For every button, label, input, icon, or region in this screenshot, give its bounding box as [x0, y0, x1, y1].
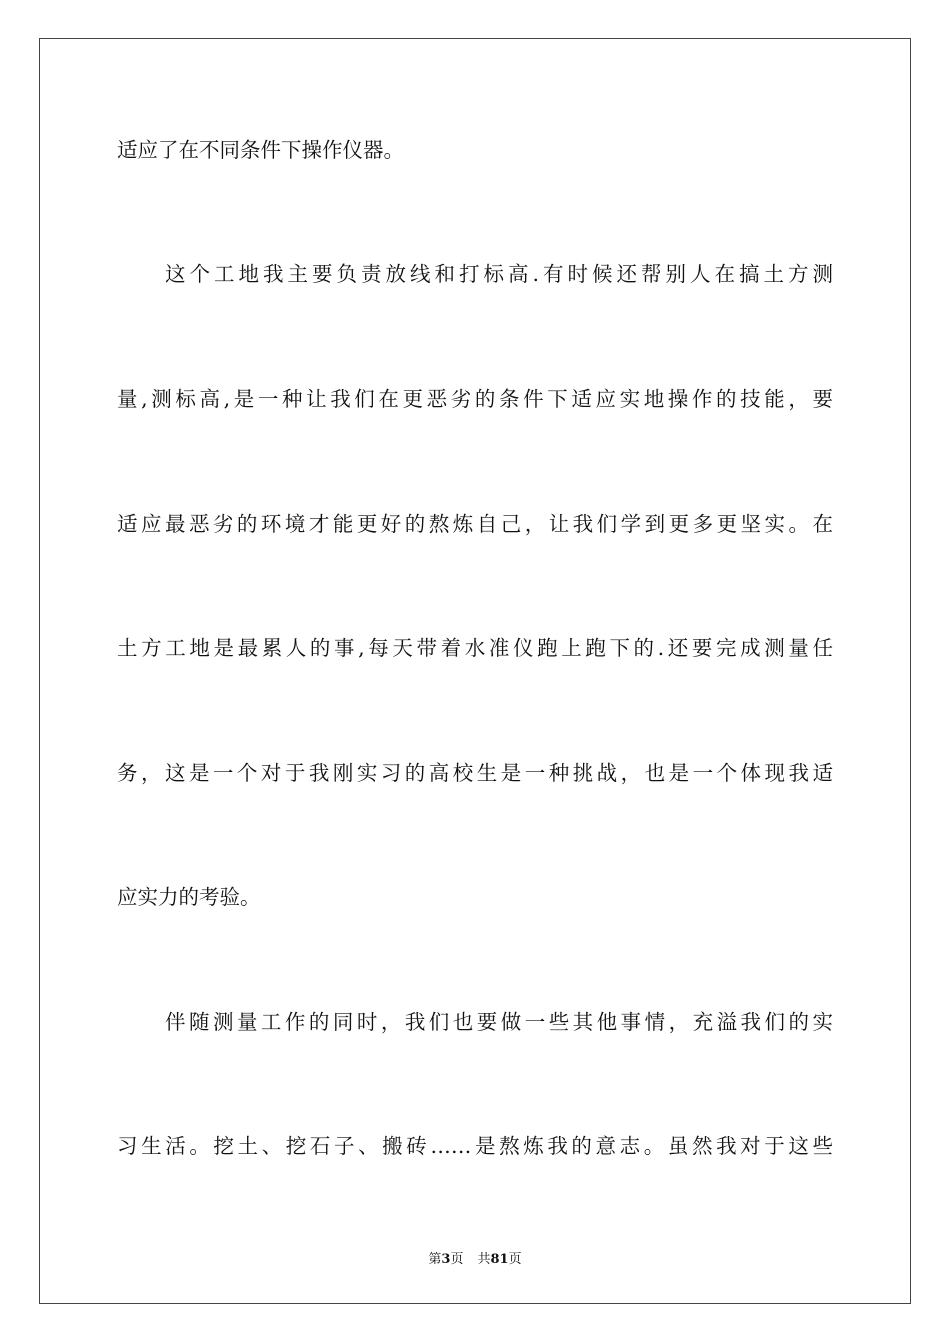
- text-line-3: 量,测标高,是一种让我们在更恶劣的条件下适应实地操作的技能，要: [117, 387, 833, 411]
- text-line-4: 适应最恶劣的环境才能更好的熬炼自己，让我们学到更多更坚实。在: [117, 512, 833, 536]
- text-line-9: 习生活。挖土、挖石子、搬砖……是熬炼我的意志。虽然我对于这些: [117, 1134, 833, 1158]
- page-frame: [39, 38, 911, 1304]
- footer-page-prefix: 第: [428, 1252, 442, 1267]
- footer-total-suffix: 页: [508, 1252, 522, 1267]
- footer-total-pages: 81: [490, 1252, 509, 1267]
- text-line-6: 务，这是一个对于我刚实习的高校生是一种挑战，也是一个体现我适: [117, 761, 833, 785]
- text-line-8: 伴随测量工作的同时，我们也要做一些其他事情，充溢我们的实: [165, 1010, 833, 1034]
- footer-page-suffix: 页: [450, 1252, 464, 1267]
- text-line-1: 适应了在不同条件下操作仪器。: [117, 138, 404, 162]
- footer-page-number: 3: [441, 1252, 451, 1267]
- footer-total-prefix: 共: [477, 1252, 491, 1267]
- page-footer: [0, 1248, 950, 1267]
- text-line-2: 这个工地我主要负责放线和打标高.有时候还帮别人在搞土方测: [165, 262, 833, 286]
- text-line-5: 土方工地是最累人的事,每天带着水准仪跑上跑下的.还要完成测量任: [117, 636, 833, 660]
- text-line-7: 应实力的考验。: [117, 885, 261, 909]
